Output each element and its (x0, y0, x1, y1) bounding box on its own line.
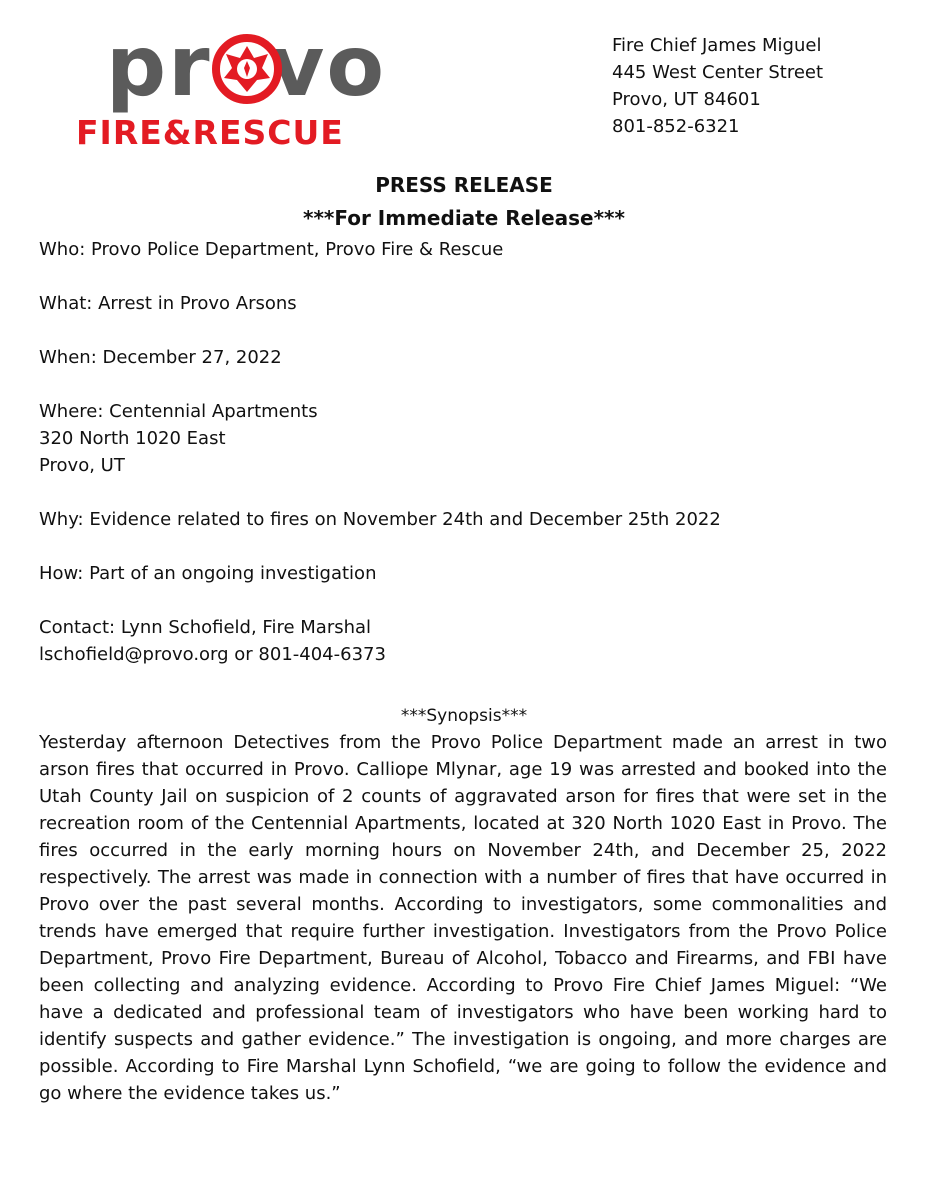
how-line: How: Part of an ongoing investigation (39, 563, 377, 584)
maltese-cross-emblem-icon (212, 34, 282, 104)
logo-wordmark: pr vo (106, 17, 387, 115)
synopsis-heading: ***Synopsis*** (400, 706, 528, 726)
fire-chief-name: Fire Chief James Miguel (612, 35, 822, 56)
release-facts (39, 236, 899, 668)
where-address-line: 320 North 1020 East (39, 428, 226, 449)
where-line: Where: Centennial Apartments (39, 401, 318, 422)
contact-line: Contact: Lynn Schofield, Fire Marshal (39, 617, 372, 638)
immediate-release-subtitle: ***For Immediate Release*** (303, 206, 625, 230)
department-contact-block (612, 32, 823, 140)
what-line: What: Arrest in Provo Arsons (39, 293, 297, 314)
when-line: When: December 27, 2022 (39, 347, 282, 368)
press-release-title: PRESS RELEASE (375, 173, 553, 197)
where-city-line: Provo, UT (39, 455, 125, 476)
synopsis-body: Yesterday afternoon Detectives from the Provo Police Department made an arrest in two arson fires that occurred in Provo. Calliope Mlynar, age 19 was arrested and booked into the Utah County Jail on suspicion of 2 counts of aggravated arson for fires that were set in the recreation room of the Centennial Apartments, located at 320 North 1020 East in Provo. The fires occurred in the early morning hours on November 24th, and December 25, 2022 respectively. The arrest was made in connection with a number of fires that have occurred in Provo over the past several months. According to investigators, some commonalities and trends have emerged that require further investigation. Investigators from the Provo Police Department, Provo Fire Department, Bureau of Alcohol, Tobacco and Firearms, and FBI have been collecting and analyzing evidence. According to Provo Fire Chief James Miguel: “We have a dedicated and professional team of investigators who have been working hard to identify suspects and gather evidence.” The investigation is ongoing, and more charges are possible. According to Fire Marshal Lynn Schofield, “we are going to follow the evidence and go where the evidence takes us.” (39, 732, 887, 1104)
why-line: Why: Evidence related to fires on November 24th and December 25th 2022 (39, 509, 721, 530)
logo-subtitle: FIRE&RESCUE (76, 113, 344, 152)
provo-fire-rescue-logo (76, 17, 412, 154)
contact-email-phone: lschofield@provo.org or 801-404-6373 (39, 644, 386, 665)
who-line: Who: Provo Police Department, Provo Fire & Rescue (39, 239, 504, 260)
street-address: 445 West Center Street (612, 62, 824, 83)
phone-number: 801-852-6321 (612, 116, 740, 137)
city-state-zip: Provo, UT 84601 (612, 89, 761, 110)
